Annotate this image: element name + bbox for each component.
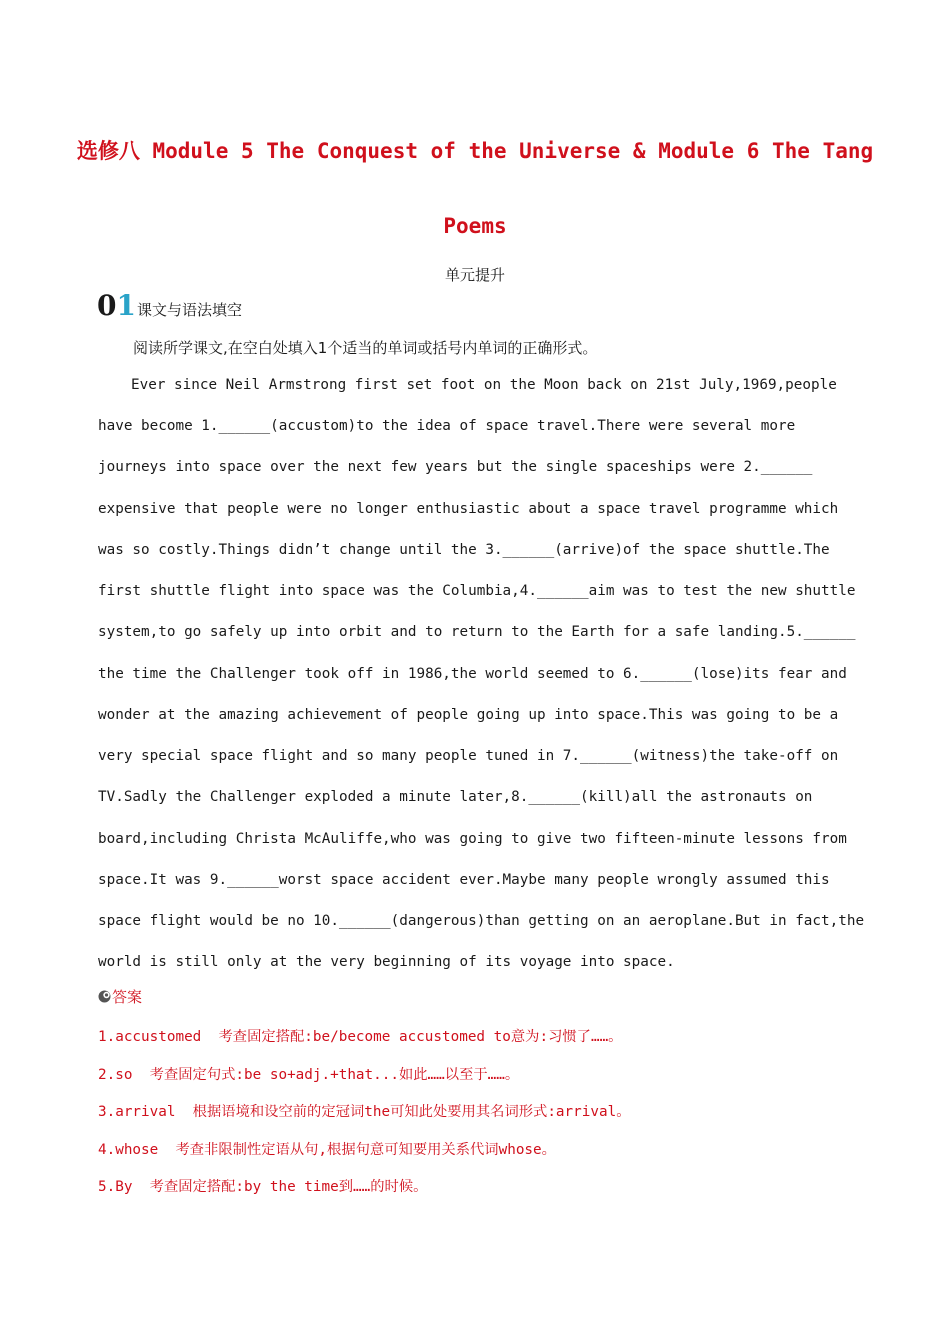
document-title-line-1: 选修八 Module 5 The Conquest of the Universe & Module 6 The Tang: [76, 139, 874, 163]
passage-line: the time the Challenger took off in 1986,the world seemed to 6.______(lose)its fear and: [98, 666, 847, 682]
answer-item: 1.accustomed 考查固定搭配:be/become accustomed to意为:习惯了……。: [98, 1029, 623, 1045]
section-heading: [97, 290, 242, 324]
document-subtitle: 单元提升: [444, 266, 505, 284]
passage-line: Ever since Neil Armstrong first set foot on the Moon back on 21st July,1969,people: [131, 377, 837, 393]
section-number-second-digit: 1: [116, 289, 136, 322]
answer-heading-label: 答案: [112, 988, 143, 1006]
section-label: 课文与语法填空: [136, 301, 242, 319]
passage-line: system,to go safely up into orbit and to return to the Earth for a safe landing.5.______: [98, 624, 856, 640]
passage-line: first shuttle flight into space was the Columbia,4.______aim was to test the new shuttle: [98, 583, 856, 599]
passage-line: was so costly.Things didn’t change until the 3.______(arrive)of the space shuttle.The: [98, 542, 830, 558]
section-number-first-digit: 0: [97, 289, 117, 322]
passage-line: space.It was 9.______worst space accident ever.Maybe many people wrongly assumed this: [98, 872, 830, 888]
answer-item: 5.By 考查固定搭配:by the time到……的时候。: [98, 1179, 428, 1195]
passage-line: journeys into space over the next few years but the single spaceships were 2.______: [98, 459, 813, 475]
answer-item: 2.so 考查固定句式:be so+adj.+that...如此……以至于……。: [98, 1067, 520, 1083]
document-title-line-2: Poems: [443, 214, 507, 238]
passage-line: very special space flight and so many people tuned in 7.______(witness)the take-off on: [98, 748, 839, 764]
passage-line: wonder at the amazing achievement of people going up into space.This was going to be a: [98, 707, 839, 723]
answer-heading: [98, 986, 142, 1008]
passage-line: have become 1.______(accustom)to the idea of space travel.There were several more: [98, 418, 796, 434]
section-number: [97, 289, 136, 322]
answer-item: 4.whose 考查非限制性定语从句,根据句意可知要用关系代词whose。: [98, 1142, 556, 1158]
answer-marker-icon: [98, 990, 111, 1003]
passage-line: space flight would be no 10.______(dangerous)than getting on an aeroplane.But in fact,the: [98, 913, 865, 929]
passage-line: board,including Christa McAuliffe,who was going to give two fifteen-minute lessons from: [98, 831, 847, 847]
answer-item: 3.arrival 根据语境和设空前的定冠词the可知此处要用其名词形式:arrival。: [98, 1104, 631, 1120]
passage-line: expensive that people were no longer enthusiastic about a space travel programme which: [98, 501, 839, 517]
passage-line: TV.Sadly the Challenger exploded a minute later,8.______(kill)all the astronauts on: [98, 789, 813, 805]
passage-line: world is still only at the very beginning of its voyage into space.: [98, 954, 675, 970]
exercise-instruction: 阅读所学课文,在空白处填入1个适当的单词或括号内单词的正确形式。: [133, 339, 598, 357]
